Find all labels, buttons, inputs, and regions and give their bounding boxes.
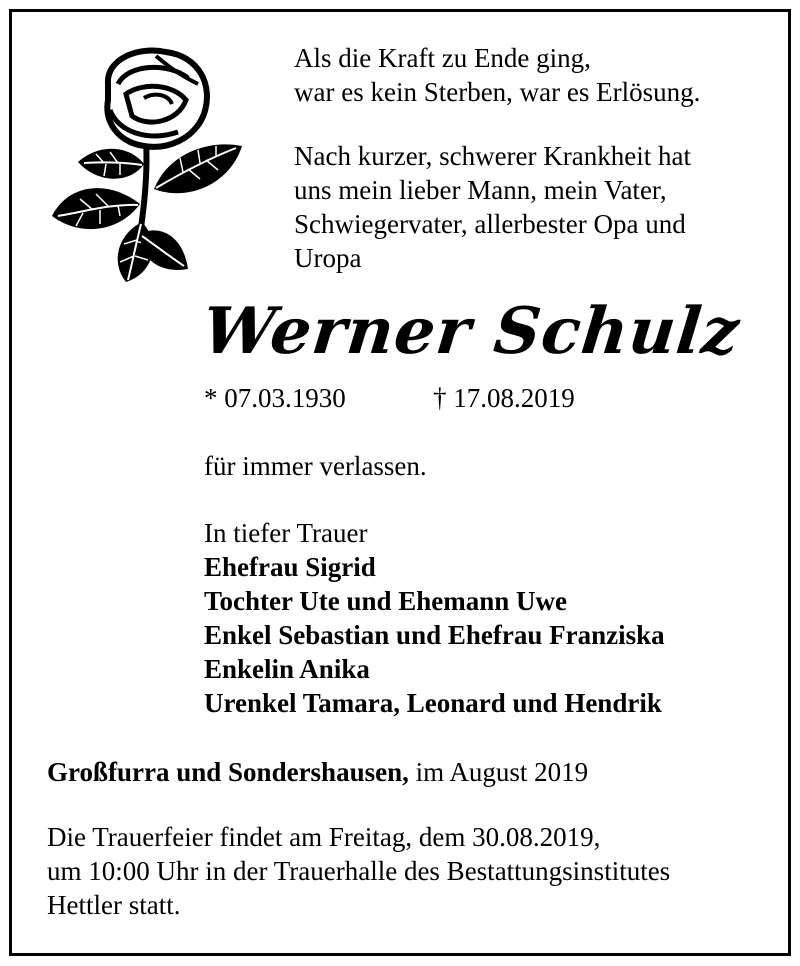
places: Großfurra und Sondershausen, — [47, 757, 409, 787]
notice-date: im August 2019 — [415, 757, 589, 787]
intro-line-2: uns mein lieber Mann, mein Vater, — [294, 175, 667, 205]
funeral-line-1: Die Trauerfeier findet am Freitag, dem 30.08.2019, — [47, 822, 601, 852]
left-text: für immer verlassen. — [204, 451, 427, 481]
mourner-name: Urenkel Tamara, Leonard und Hendrik — [204, 688, 662, 718]
poem-line-1: Als die Kraft zu Ende ging, — [294, 43, 591, 73]
funeral-line-3: Hettler statt. — [47, 890, 181, 920]
deceased-name: Werner Schulz — [199, 294, 744, 369]
mourners-heading: In tiefer Trauer — [204, 518, 368, 548]
birth-date: * 07.03.1930 — [204, 383, 346, 413]
mourner-name: Ehefrau Sigrid — [204, 552, 376, 582]
place-date-line — [47, 755, 588, 789]
poem-line-2: war es kein Sterben, war es Erlösung. — [294, 77, 701, 107]
mourner-name: Enkelin Anika — [204, 654, 370, 684]
rose-icon — [48, 44, 248, 284]
intro-line-1: Nach kurzer, schwerer Krankheit hat — [294, 141, 691, 171]
mourner-name: Tochter Ute und Ehemann Uwe — [204, 586, 568, 616]
funeral-line-2: um 10:00 Uhr in der Trauerhalle des Bestattungsinstitutes — [47, 856, 671, 886]
death-date: † 17.08.2019 — [433, 383, 575, 413]
mourner-name: Enkel Sebastian und Ehefrau Franziska — [204, 620, 665, 650]
intro-line-3: Schwiegervater, allerbester Opa und — [294, 209, 686, 239]
intro-line-4: Uropa — [294, 243, 362, 273]
